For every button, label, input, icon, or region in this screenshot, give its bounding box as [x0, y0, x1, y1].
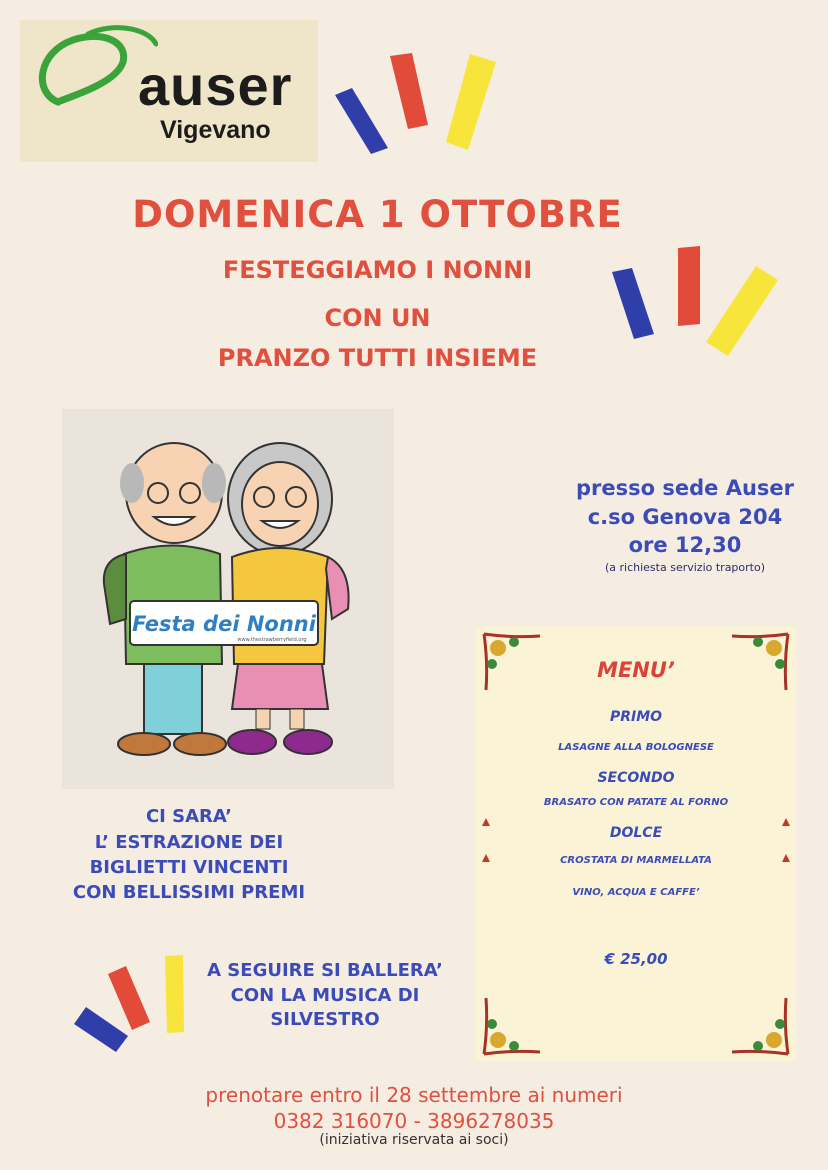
location-time: ore 12,30	[628, 533, 742, 557]
location-line1: presso sede Auser	[576, 476, 794, 500]
dance-line2: CON LA MUSICA DI	[230, 985, 420, 1006]
menu-card	[476, 626, 796, 1062]
sign-text: Festa dei Nonni	[132, 612, 316, 636]
raffle-line3: BIGLIETTI VINCENTI	[89, 857, 289, 878]
headline-line1: FESTEGGIAMO I NONNI	[222, 256, 533, 284]
menu-secondo-dish: BRASATO CON PATATE AL FORNO	[543, 797, 729, 808]
ornament-icon	[482, 996, 542, 1056]
members-note: (iniziativa riservata ai soci)	[319, 1132, 509, 1148]
menu-secondo: SECONDO	[597, 770, 675, 786]
ornament-icon	[730, 996, 790, 1056]
menu-dolce: DOLCE	[609, 825, 663, 841]
location-line2: c.so Genova 204	[587, 505, 783, 529]
menu-title: MENU’	[597, 658, 675, 682]
phone-numbers: 0382 316070 - 3896278035	[273, 1109, 555, 1133]
raffle-line1: CI SARA’	[145, 806, 233, 827]
dance-line1: A SEGUIRE SI BALLERA’	[207, 960, 443, 981]
raffle-line2: L’ ESTRAZIONE DEI	[94, 832, 284, 853]
menu-primo-dish: LASAGNE ALLA BOLOGNESE	[558, 742, 714, 753]
raffle-line4: CON BELLISSIMI PREMI	[72, 882, 306, 903]
grandparents-icon	[62, 409, 394, 789]
menu-dolce-dish: CROSTATA DI MARMELLATA	[560, 855, 712, 866]
sign-small-print: www.thestrawberryfield.org	[237, 637, 307, 643]
grandparents-illustration	[62, 409, 394, 789]
headline-line3: PRANZO TUTTI INSIEME	[217, 344, 538, 372]
dance-line3: SILVESTRO	[270, 1009, 380, 1030]
logo-city: Vigevano	[160, 116, 271, 144]
menu-price: € 25,00	[604, 950, 668, 968]
logo-name: auser	[138, 54, 293, 117]
event-date: DOMENICA 1 OTTOBRE	[132, 193, 623, 236]
location-note: (a richiesta servizio traporto)	[604, 561, 766, 574]
menu-primo: PRIMO	[609, 709, 663, 725]
headline-line2: CON UN	[324, 304, 431, 332]
booking-deadline: prenotare entro il 28 settembre ai numeri	[205, 1083, 623, 1107]
menu-drinks: VINO, ACQUA E CAFFE’	[572, 887, 700, 898]
confetti-stripes-top	[330, 50, 500, 160]
